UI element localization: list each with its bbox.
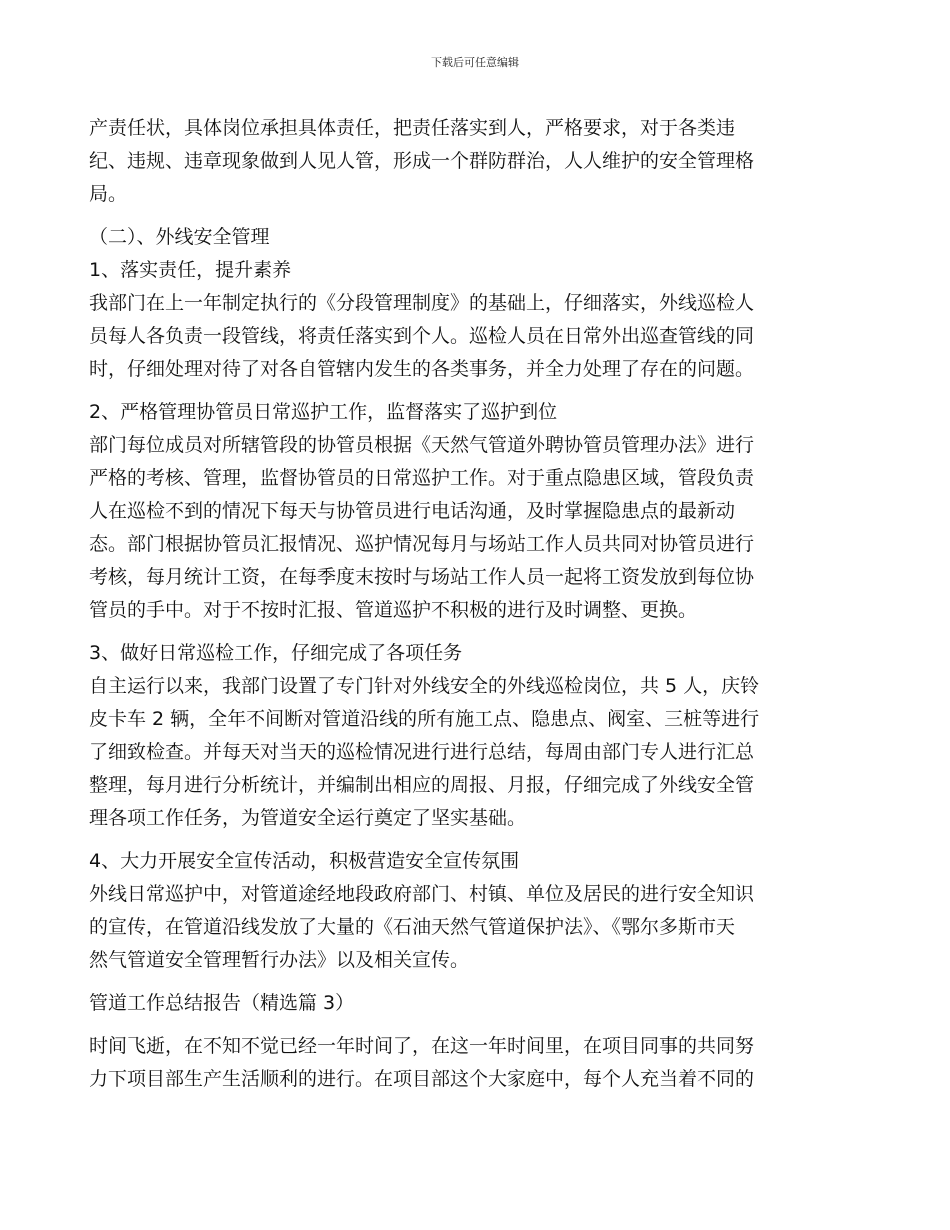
document-body [89,112,864,1096]
text-line: 考核，每月统计工资，在每季度末按时与场站工作人员一起将工资发放到每位协 [89,566,755,588]
text-line: 态。部门根据协管员汇报情况、巡护情况每月与场站工作人员共同对协管员进行 [89,533,755,555]
subsection-heading: 1、落实责任，提升素养 [89,259,292,281]
text-line: 产责任状，具体岗位承担具体责任，把责任落实到人，严格要求，对于各类违 [89,117,736,139]
text-line: 外线日常巡护中，对管道途经地段政府部门、村镇、单位及居民的进行安全知识 [89,883,755,905]
text-line: 整理，每月进行分析统计，并编制出相应的周报、月报，仔细完成了外线安全管 [89,774,755,796]
section-safety-publicity [89,845,864,977]
text-line: 时，仔细处理对待了对各自管辖内发生的各类事务，并全力处理了存在的问题。 [89,358,755,380]
text-line: 严格的考核、管理，监督协管员的日常巡护工作。对于重点隐患区域，管段负责 [89,467,755,489]
text-line: 然气管道安全管理暂行办法》以及相关宣传。 [89,949,470,971]
text-line: 管员的手中。对于不按时汇报、管道巡护不积极的进行及时调整、更换。 [89,599,698,621]
subsection-heading: 4、大力开展安全宣传活动，积极营造安全宣传氛围 [89,850,520,872]
text-line: 人在巡检不到的情况下每天与协管员进行电话沟通，及时掌握隐患点的最新动 [89,500,736,522]
subsection-heading: 2、严格管理协管员日常巡护工作，监督落实了巡护到位 [89,401,558,423]
report-title-part-3 [89,987,864,1020]
paragraph-intro-part-3 [89,1030,864,1096]
text-line: 力下项目部生产生活顺利的进行。在项目部这个大家庭中，每个人充当着不同的 [89,1068,755,1090]
text-line: 局。 [89,183,128,205]
section-external-line-safety [89,221,864,386]
section-daily-inspection [89,637,864,835]
text-line: 自主运行以来，我部门设置了专门针对外线安全的外线巡检岗位，共 5 人，庆铃 [89,675,760,697]
text-line: 员每人各负责一段管线，将责任落实到个人。巡检人员在日常外出巡查管线的同 [89,325,755,347]
text-line: 皮卡车 2 辆，全年不间断对管道沿线的所有施工点、隐患点、阀室、三桩等进行 [89,708,760,730]
text-line: 部门每位成员对所辖管段的协管员根据《天然气管道外聘协管员管理办法》进行 [89,434,755,456]
subsection-heading: 3、做好日常巡检工作，仔细完成了各项任务 [89,642,463,664]
text-line: 我部门在上一年制定执行的《分段管理制度》的基础上，仔细落实，外线巡检人 [89,292,755,314]
text-line: 时间飞逝，在不知不觉已经一年时间了，在这一年时间里，在项目同事的共同努 [89,1035,755,1057]
paragraph-responsibility-closing [89,112,864,211]
text-line: 纪、违规、违章现象做到人见人管，形成一个群防群治，人人维护的安全管理格 [89,150,755,172]
section-heading: （二）、外线安全管理 [89,226,270,248]
section-coordinator-patrol [89,396,864,627]
text-line: 的宣传，在管道沿线发放了大量的《石油天然气管道保护法》、《鄂尔多斯市天 [89,916,736,938]
report-title: 管道工作总结报告（精选篇 3） [89,992,355,1014]
text-line: 了细致检查。并每天对当天的巡检情况进行进行总结，每周由部门专人进行汇总 [89,741,755,763]
text-line: 理各项工作任务，为管道安全运行奠定了坚实基础。 [89,807,527,829]
page-header: 下载后可任意编辑 [431,56,519,69]
